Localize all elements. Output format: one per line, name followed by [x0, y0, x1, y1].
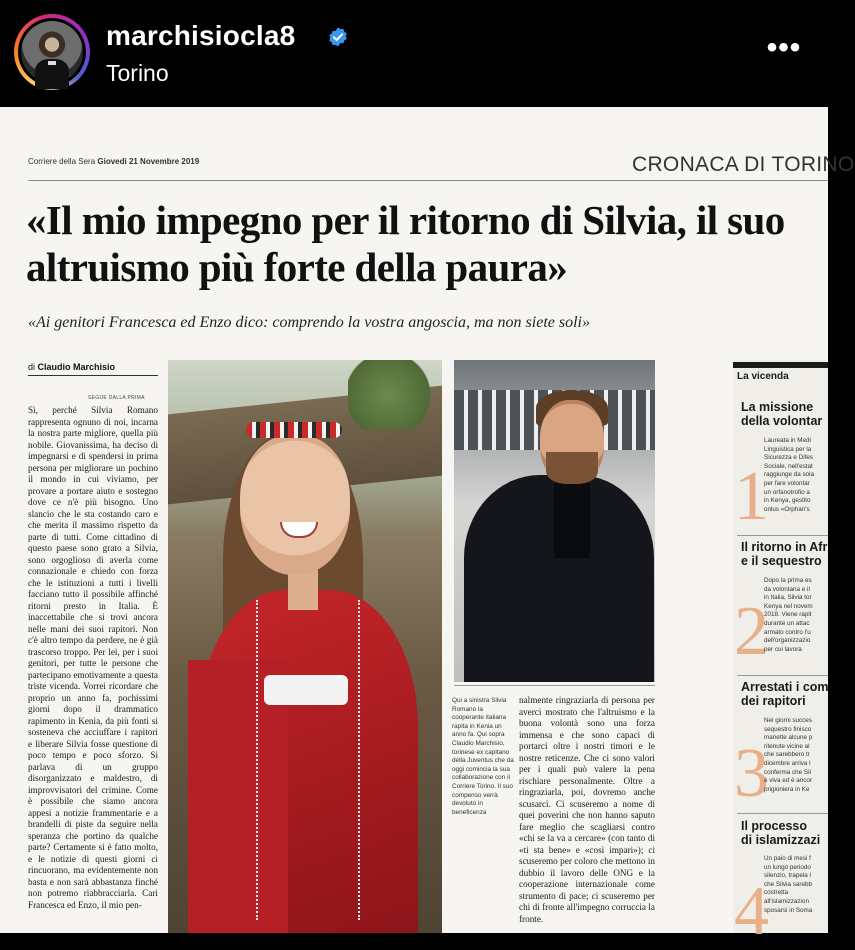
sidebar-block-number: 3 — [734, 735, 769, 812]
author-name: Claudio Marchisio — [37, 362, 116, 372]
sidebar-block-number: 2 — [734, 593, 769, 670]
photo-caption: Qui a sinistra Silvia Romano la cooperante italiana rapita in Kenia un anno fa. Qui sopra Claudio Marchisio, torinese ex capitano della Juventus che da oggi comincia la sua collaborazione con il Corriere Torino. Il suo compenso verrà devoluto in beneficenza — [452, 697, 514, 816]
photo-silvia-romano — [168, 360, 442, 933]
avatar-photo — [21, 21, 83, 83]
sidebar-block-text: Dopo la prima es da volontaria e il in Italia, Silvia tor Kenya nel novem 2018. Viene rapit durante un attac armato contro l'u dell'organizzazio per cui lavora — [764, 577, 813, 653]
sidebar-block-title: Il ritorno in Afr e il sequestro — [741, 540, 828, 568]
article-subheadline: «Ai genitori Francesca ed Enzo dico: comprendo la vostra angoscia, ma non siete soli» — [28, 314, 590, 331]
article-headline: «Il mio impegno per il ritorno di Silvia, il suo altruismo più forte della paura» — [26, 197, 785, 290]
sidebar-block-text: Nei giorni succes sequestro finisco manette alcune p ritenute vicine al che sarebbero tr dicembre arriva l conferma che Sil è viva ed è ancor prigioniera in Ke — [764, 717, 813, 793]
verified-badge-icon — [327, 26, 349, 48]
more-options-icon[interactable]: ••• — [766, 31, 802, 64]
photo-claudio-marchisio — [454, 360, 655, 682]
post-location[interactable]: Torino — [106, 60, 169, 86]
sidebar-block-title: La missione della volontar — [741, 400, 823, 428]
divider — [737, 535, 828, 536]
sidebar-block-title: Arrestati i com dei rapitori — [741, 680, 829, 708]
article-body-column-2: nalmente ringraziarla di persona per averci mostrato che l'altruismo e la buona volontà sono una forza immensa e che sono capaci di portarci oltre i nostri timori e le nostre reticenze. Che ci sono valori per i quali può valere la pena rischiare personalmente. Oltre a ringraziarla, poi, dovremo anche scusarci. Ci scuseremo a nome di quei poverini che non hanno saputo fare meglio che scagliarsi contro «chi se la va a cercare» (con tanto di «ti sta bene» e «così impari»); ci scuseremo per coloro che mettono in dubbio il lavoro delle ONG e la cooperazione internazionale come strumento di pace; ci scuseremo per chi di fronte all'impegno corruccia la fronte. — [519, 695, 655, 924]
byline: di Claudio Marchisio — [28, 362, 116, 372]
divider — [737, 813, 828, 814]
publication-date: Giovedì 21 Novembre 2019 — [97, 157, 200, 166]
username[interactable]: marchisiocla8 — [106, 20, 296, 51]
sidebar-heading: La vicenda — [737, 371, 789, 382]
post-header — [0, 0, 828, 107]
sidebar-block-text: Un paio di mesi f un lungo periodo silenzio, trapela l che Silvia sarebb costretta all'islamizzazion sposarsi in Soma — [764, 855, 813, 914]
sidebar-block-text: Laureata in Medi Linguistica per la Sicurezza e Difes Sociale, nell'estat raggiunge da sola per fare volontar un orfanotrofio a in Kenya, gestito onlus «Orphan's — [764, 437, 815, 513]
publication-name: Corriere della Sera — [28, 157, 96, 166]
divider — [28, 375, 158, 376]
sidebar-block-number: 1 — [734, 458, 769, 535]
divider — [28, 180, 828, 181]
divider — [737, 675, 828, 676]
article-body-column-1: Sì, perché Silvia Romano rappresenta ognuno di noi, incarna la nostra parte migliore, quella più nobile. Giovanissima, ha deciso di impegnarsi e di spendersi in prima persona per migliorare un pochino il mondo in cui viviamo, per provare a portare aiuto e sostegno dove ce n'è più bisogno. Uno slancio che le sta costando caro e che merita il massimo rispetto da parte di tutti. Come cittadino di questo paese sono grato a Silvia, sono orgoglioso di averla come connazionale e chiedo con forza che le istituzioni a tutti i livelli facciano tutto il possibile affinché ritorni presto in Italia. È inaccettabile che si trovi ancora nelle mani dei suoi rapitori. Non c'è altro tempo da perdere, ne è già trascorso troppo. Per lei, per i suoi genitori, per tutte le persone che partecipano emotivamente a questa triste vicenda. Vorrei ricordare che proprio un anno fa, pochissimi giorni dopo il drammatico rapimento in Kenia, da più fonti si sosteneva che acciuffare i rapitori e liberare Silvia fosse questione di poco tempo e poco sforzo. Si parlava di un gruppo disorganizzato e maldestro, di improvvisatori del crimine. Come è possibile che siamo ancora appesi a notizie frammentarie e a brandelli di piste da seguire nella speranza che portino da qualche parte? Certamente si è fatto molto, e le notizie di questi giorni ci rincuorano, ma evidentemente non basta e non sarà abbastanza finché non potremo riabbracciarla. Cari Francesca ed Enzo, il mio pen- — [28, 405, 158, 910]
section-title: CRONACA DI TORINO — [632, 153, 855, 176]
sidebar-block-title: Il processo di islamizzazi — [741, 819, 821, 847]
continued-label: SEGUE DALLA PRIMA — [88, 395, 145, 401]
sidebar-block-number: 4 — [734, 873, 769, 950]
divider — [733, 362, 828, 368]
avatar[interactable] — [14, 14, 90, 90]
post-image[interactable] — [0, 107, 855, 950]
divider — [454, 685, 655, 686]
